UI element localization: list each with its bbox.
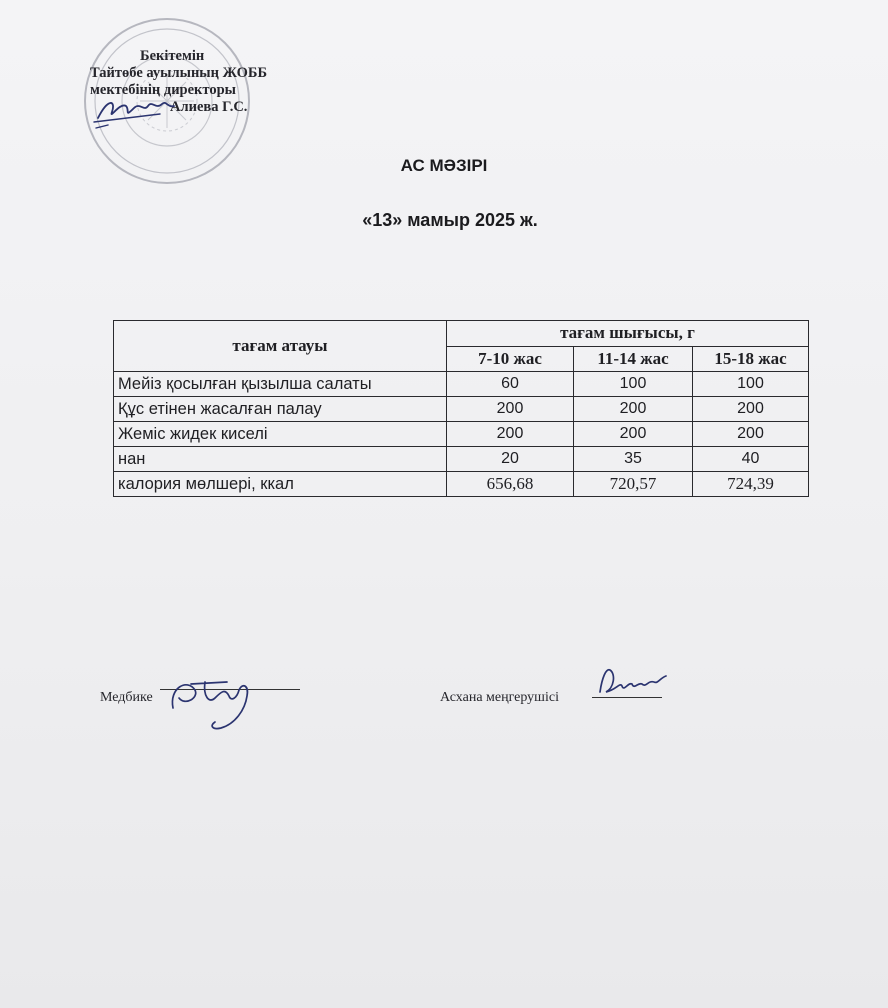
canteen-manager-label: Асхана меңгерушісі <box>440 690 559 705</box>
table-row <box>114 372 809 397</box>
table-header-row <box>114 321 809 347</box>
approval-director-name: Алиева Г.С. <box>170 99 248 115</box>
dish-value: 200 <box>447 422 574 447</box>
canteen-manager-signature <box>592 662 672 702</box>
approval-position: мектебінің директоры <box>90 82 236 98</box>
dish-name: Мейіз қосылған қызылша салаты <box>114 372 447 397</box>
dish-value: 60 <box>447 372 574 397</box>
dish-value: 200 <box>574 397 693 422</box>
dish-name: нан <box>114 447 447 472</box>
calorie-value: 724,39 <box>693 472 809 497</box>
nurse-signature <box>165 668 275 738</box>
menu-table <box>113 320 809 497</box>
header-age-7-10: 7-10 жас <box>447 346 574 372</box>
calorie-label: калория мөлшері, ккал <box>114 472 447 497</box>
header-age-11-14: 11-14 жас <box>574 346 693 372</box>
table-row <box>114 397 809 422</box>
menu-date: «13» мамыр 2025 ж. <box>362 210 538 230</box>
calorie-value: 720,57 <box>574 472 693 497</box>
director-signature <box>90 92 180 132</box>
menu-title: АС МӘЗІРІ <box>400 156 488 175</box>
header-output: тағам шығысы, г <box>447 321 809 347</box>
dish-value: 200 <box>447 397 574 422</box>
header-age-15-18: 15-18 жас <box>693 346 809 372</box>
calorie-value: 656,68 <box>447 472 574 497</box>
nurse-label: Медбике <box>100 690 153 705</box>
table-row <box>114 447 809 472</box>
dish-value: 20 <box>447 447 574 472</box>
dish-value: 200 <box>693 422 809 447</box>
dish-value: 100 <box>693 372 809 397</box>
dish-value: 40 <box>693 447 809 472</box>
dish-value: 200 <box>574 422 693 447</box>
dish-value: 100 <box>574 372 693 397</box>
dish-value: 200 <box>693 397 809 422</box>
table-total-row <box>114 472 809 497</box>
approval-title: Бекітемін <box>140 48 205 64</box>
dish-name: Құс етінен жасалған палау <box>114 397 447 422</box>
table-row <box>114 422 809 447</box>
header-dish-name: тағам атауы <box>114 321 447 372</box>
dish-name: Жеміс жидек киселі <box>114 422 447 447</box>
dish-value: 35 <box>574 447 693 472</box>
approval-school: Тайтөбе ауылының ЖОББ <box>90 65 268 81</box>
